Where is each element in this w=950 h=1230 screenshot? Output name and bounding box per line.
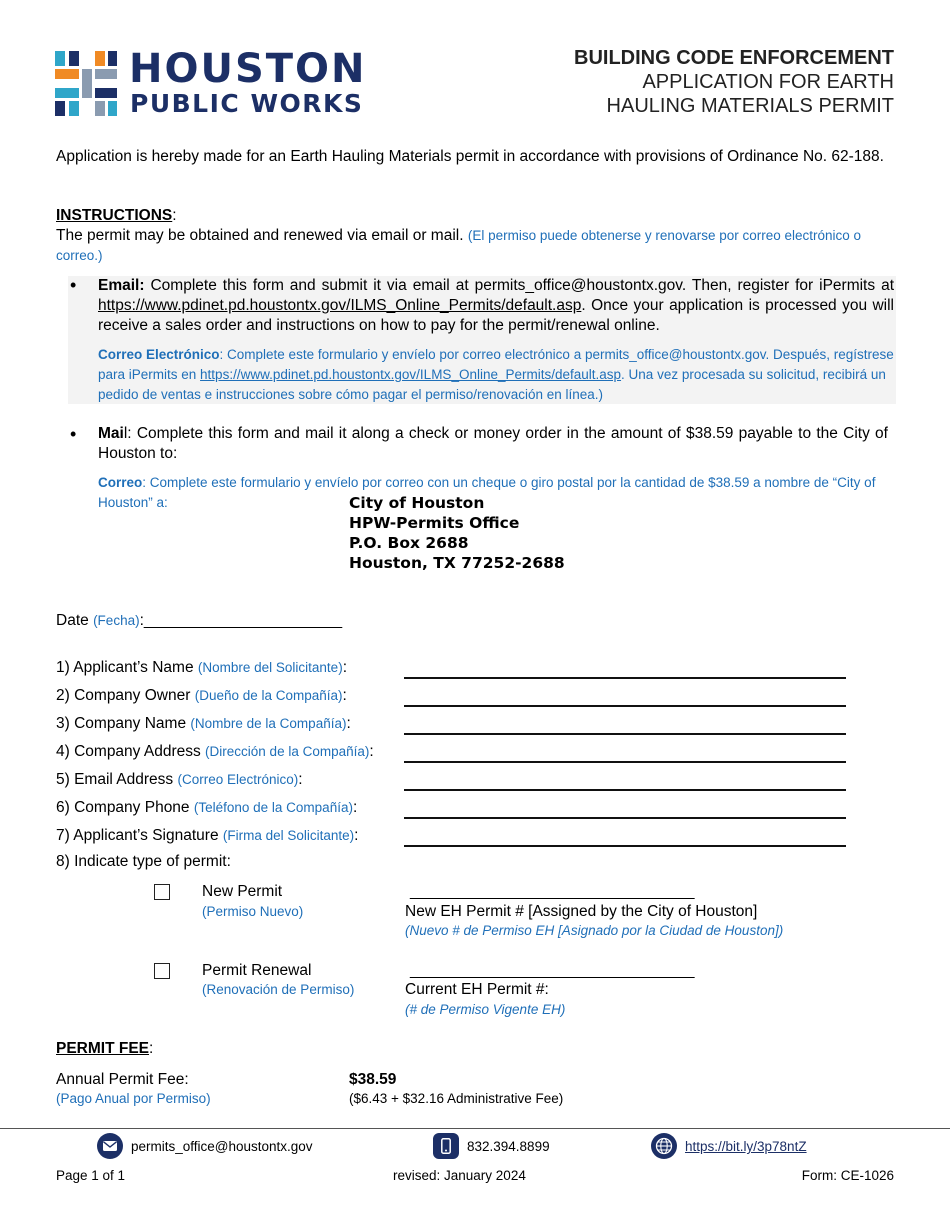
permit-fee-heading: PERMIT FEE: [56, 1040, 154, 1057]
applicant-signature-input[interactable] [404, 845, 846, 847]
mail-instructions-es: Correo: Complete este formulario y envíelo por correo con un cheque o giro postal por la cantidad de $38.59 a nombre de “City of Houston” a: [98, 475, 876, 510]
current-permit-number-input[interactable]: _________________________________ [410, 962, 695, 979]
email-instructions: Email: Complete this form and submit it via email at permits_office@houstontx.gov. Then, register for iPermits at https://www.pdinet.pd.houstontx.gov/ILMS_Online_Permits/default.asp. Once your application is processed you will receive a sales order and instructions on how to pay for the permit/renewal online. [98, 277, 894, 334]
permit-type-label: 8) Indicate type of permit: [56, 853, 231, 870]
new-permit-label: New Permit [202, 883, 283, 900]
current-permit-number-label-es: (# de Permiso Vigente EH) [405, 1002, 566, 1017]
houston-logo-mark-icon [55, 51, 119, 117]
globe-icon [651, 1133, 677, 1159]
email-instructions-es: Correo Electrónico: Complete este formulario y envíelo por correo electrónico a permits_office@houstontx.gov. Después, regístrese para iPermits en https://www.pdinet.pd.houstontx.gov/ILMS_Online_Permits/default.asp. Una vez procesada su solicitud, recibirá un pedido de ventas e instrucciones sobre cómo pagar el permiso/renovación en línea.) [98, 347, 894, 402]
permit-renewal-label: Permit Renewal [202, 962, 312, 979]
email-icon [97, 1133, 123, 1159]
ipermits-link-es[interactable]: https://www.pdinet.pd.houstontx.gov/ILMS_Online_Permits/default.asp [200, 367, 622, 382]
company-phone-input[interactable] [404, 817, 846, 819]
instructions-heading: INSTRUCTIONS: [56, 207, 177, 224]
address-line: City of Houston [349, 494, 485, 512]
email-address-input[interactable] [404, 789, 846, 791]
permit-renewal-checkbox[interactable] [154, 963, 170, 979]
annual-fee-amount: $38.59 [349, 1071, 397, 1088]
annual-fee-breakdown: ($6.43 + $32.16 Administrative Fee) [349, 1091, 564, 1106]
annual-fee-label: Annual Permit Fee: [56, 1071, 189, 1088]
footer-email[interactable]: permits_office@houstontx.gov [131, 1139, 313, 1154]
footer-url[interactable]: https://bit.ly/3p78ntZ [685, 1139, 807, 1154]
company-name-input[interactable] [404, 733, 846, 735]
annual-fee-label-es: (Pago Anual por Permiso) [56, 1091, 211, 1106]
new-permit-number-input[interactable]: _________________________________ [410, 883, 695, 900]
bullet-dot: • [70, 424, 77, 444]
form-number: Form: CE-1026 [801, 1168, 894, 1183]
logo [55, 46, 375, 121]
footer-phone[interactable]: 832.394.8899 [467, 1139, 550, 1154]
revised-date: revised: January 2024 [393, 1168, 526, 1183]
current-permit-number-label: Current EH Permit #: [405, 981, 549, 998]
field-applicant-name-label: 1) Applicant’s Name (Nombre del Solicitante): [56, 659, 347, 676]
applicant-name-input[interactable] [404, 677, 846, 679]
new-permit-label-es: (Permiso Nuevo) [202, 904, 304, 919]
field-email-address-label: 5) Email Address (Correo Electrónico): [56, 771, 303, 788]
form-title-line1: APPLICATION FOR EARTH [642, 71, 894, 93]
instructions-text: The permit may be obtained and renewed via email or mail. (El permiso puede obtenerse y renovarse por correo electrónico o correo.) [56, 227, 862, 263]
ipermits-link[interactable]: https://www.pdinet.pd.houstontx.gov/ILMS_Online_Permits/default.asp [98, 297, 582, 314]
new-permit-number-label: New EH Permit # [Assigned by the City of Houston] [405, 903, 758, 920]
company-owner-input[interactable] [404, 705, 846, 707]
address-line: Houston, TX 77252-2688 [349, 554, 565, 572]
page-number: Page 1 of 1 [56, 1168, 126, 1183]
address-line: P.O. Box 2688 [349, 534, 469, 552]
address-line: HPW-Permits Office [349, 514, 520, 532]
date-field[interactable]: Date (Fecha):_______________________ [56, 612, 343, 629]
field-company-owner-label: 2) Company Owner (Dueño de la Compañía): [56, 687, 347, 704]
field-company-address-label: 4) Company Address (Dirección de la Compañía): [56, 743, 374, 760]
field-applicant-signature-label: 7) Applicant’s Signature (Firma del Solicitante): [56, 827, 359, 844]
phone-icon [433, 1133, 459, 1159]
logo-houston: HOUSTON [129, 46, 367, 92]
mail-instructions: Mail: Complete this form and mail it along a check or money order in the amount of $38.59 payable to the City of Houston to: [98, 425, 888, 462]
intro-paragraph: Application is hereby made for an Earth Hauling Materials permit in accordance with provisions of Ordinance No. 62-188. [56, 148, 884, 165]
field-company-phone-label: 6) Company Phone (Teléfono de la Compañía): [56, 799, 358, 816]
form-title-line2: HAULING MATERIALS PERMIT [606, 95, 894, 117]
header-block [574, 46, 894, 118]
dept-title: BUILDING CODE ENFORCEMENT [574, 47, 894, 69]
logo-public-works: PUBLIC WORKS [130, 89, 364, 118]
permit-renewal-label-es: (Renovación de Permiso) [202, 982, 355, 997]
bullet-dot: • [70, 275, 77, 295]
field-company-name-label: 3) Company Name (Nombre de la Compañía): [56, 715, 351, 732]
mailing-address [349, 493, 565, 573]
company-address-input[interactable] [404, 761, 846, 763]
new-permit-number-label-es: (Nuevo # de Permiso EH [Asignado por la Ciudad de Houston]) [405, 923, 784, 938]
footer-divider [0, 1128, 950, 1129]
new-permit-checkbox[interactable] [154, 884, 170, 900]
